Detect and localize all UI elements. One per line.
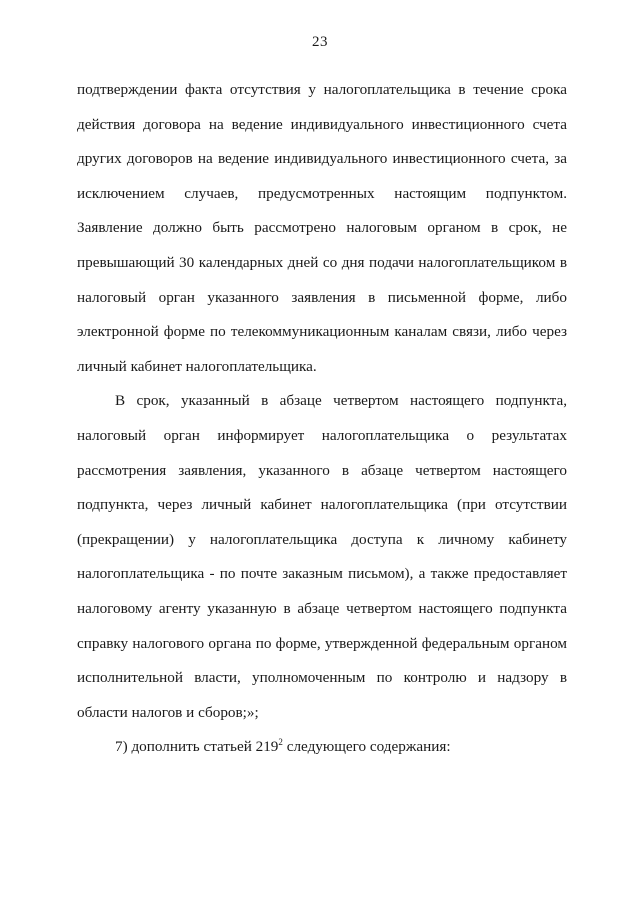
paragraph-deadline-notice: В срок, указанный в абзаце четвертом настоящего подпункта, налоговый орган информирует налогоплательщика о результатах рассмотрения заявления, указанного в абзаце четвертом настоящего подпункта, через личный кабинет налогоплательщика (при отсутствии (прекращении) у налогоплательщика доступа к личному кабинету налогоплательщика - по почте заказным письмом), а также предоставляет налоговому агенту указанную в абзаце четвертом настоящего подпункта справку налогового органа по форме, утвержденной федеральным органом исполнительной власти, уполномоченным по контролю и надзору в области налогов и сборов;»; [77,392,567,721]
page-number: 23 [312,34,328,50]
amendment-item-prefix: 7) дополнить статьей 219 [115,738,279,756]
amendment-item-7 [77,730,567,765]
article-superscript: 2 [278,737,283,748]
document-body [77,73,567,765]
amendment-item-suffix: следующего содержания: [282,738,451,756]
paragraph-continuation: подтверждении факта отсутствия у налогоплательщика в течение срока действия договора на ведение индивидуального инвестиционного счета других договоров на ведение индивидуального инвестиционного счета, за исключением случаев, предусмотренных настоящим подпунктом. Заявление должно быть рассмотрено налоговым органом в срок, не превышающий 30 календарных дней со дня подачи налогоплательщиком в налоговый орган указанного заявления в письменной форме, либо электронной форме по телекоммуникационным каналам связи, либо через личный кабинет налогоплательщика. [77,81,567,375]
